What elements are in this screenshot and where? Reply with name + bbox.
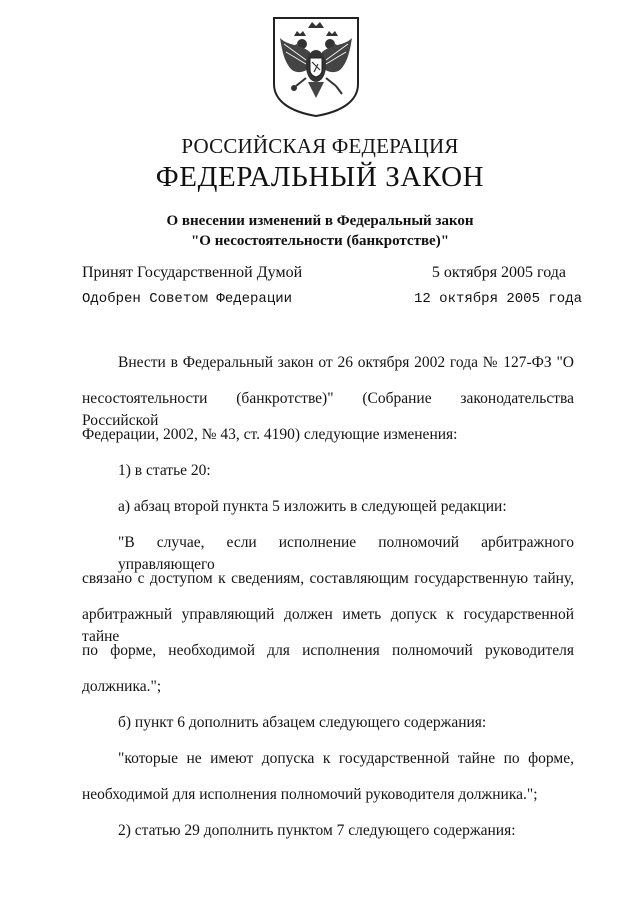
body-line: арбитражный управляющий должен иметь допуск к государственной тайне <box>82 606 574 645</box>
adoption-row-council <box>82 291 582 313</box>
law-subject <box>0 211 640 251</box>
body-line: "которые не имеют допуска к государственной тайне по форме, <box>118 750 574 767</box>
adoption-row-duma <box>82 264 582 286</box>
body-line: необходимой для исполнения полномочий руководителя должника."; <box>82 786 538 803</box>
body-line: связано с доступом к сведениям, составляющим государственную тайну, <box>82 570 574 587</box>
body-line: должника."; <box>82 678 162 695</box>
law-body <box>82 352 574 856</box>
law-subject-line-1: О внесении изменений в Федеральный закон <box>166 213 474 229</box>
duma-adoption-date: 5 октября 2005 года <box>431 264 566 281</box>
body-line: Внести в Федеральный закон от 26 октября 2002 года № 127-ФЗ "О <box>118 354 574 371</box>
body-line: б) пункт 6 дополнить абзацем следующего содержания: <box>118 714 487 731</box>
council-approval-label: Одобрен Советом Федерации <box>82 291 293 307</box>
country-heading: РОССИЙСКАЯ ФЕДЕРАЦИЯ <box>181 134 459 158</box>
body-line: Федерации, 2002, № 43, ст. 4190) следующие изменения: <box>82 426 458 443</box>
council-approval-date: 12 октября 2005 года <box>413 291 582 307</box>
body-line: несостоятельности (банкротстве)" (Собрание законодательства Российской <box>82 390 574 429</box>
body-line: а) абзац второй пункта 5 изложить в следующей редакции: <box>118 498 507 515</box>
body-line: 2) статью 29 дополнить пунктом 7 следующего содержания: <box>118 822 516 839</box>
body-line: "В случае, если исполнение полномочий арбитражного управляющего <box>118 534 574 573</box>
law-type-heading: ФЕДЕРАЛЬНЫЙ ЗАКОН <box>155 161 485 193</box>
body-line: по форме, необходимой для исполнения полномочий руководителя <box>82 642 574 659</box>
law-subject-line-2: "О несостоятельности (банкротстве)" <box>190 233 450 249</box>
coat-of-arms-icon <box>270 14 362 118</box>
body-line: 1) в статье 20: <box>118 462 211 479</box>
duma-adoption-label: Принят Государственной Думой <box>82 264 303 281</box>
